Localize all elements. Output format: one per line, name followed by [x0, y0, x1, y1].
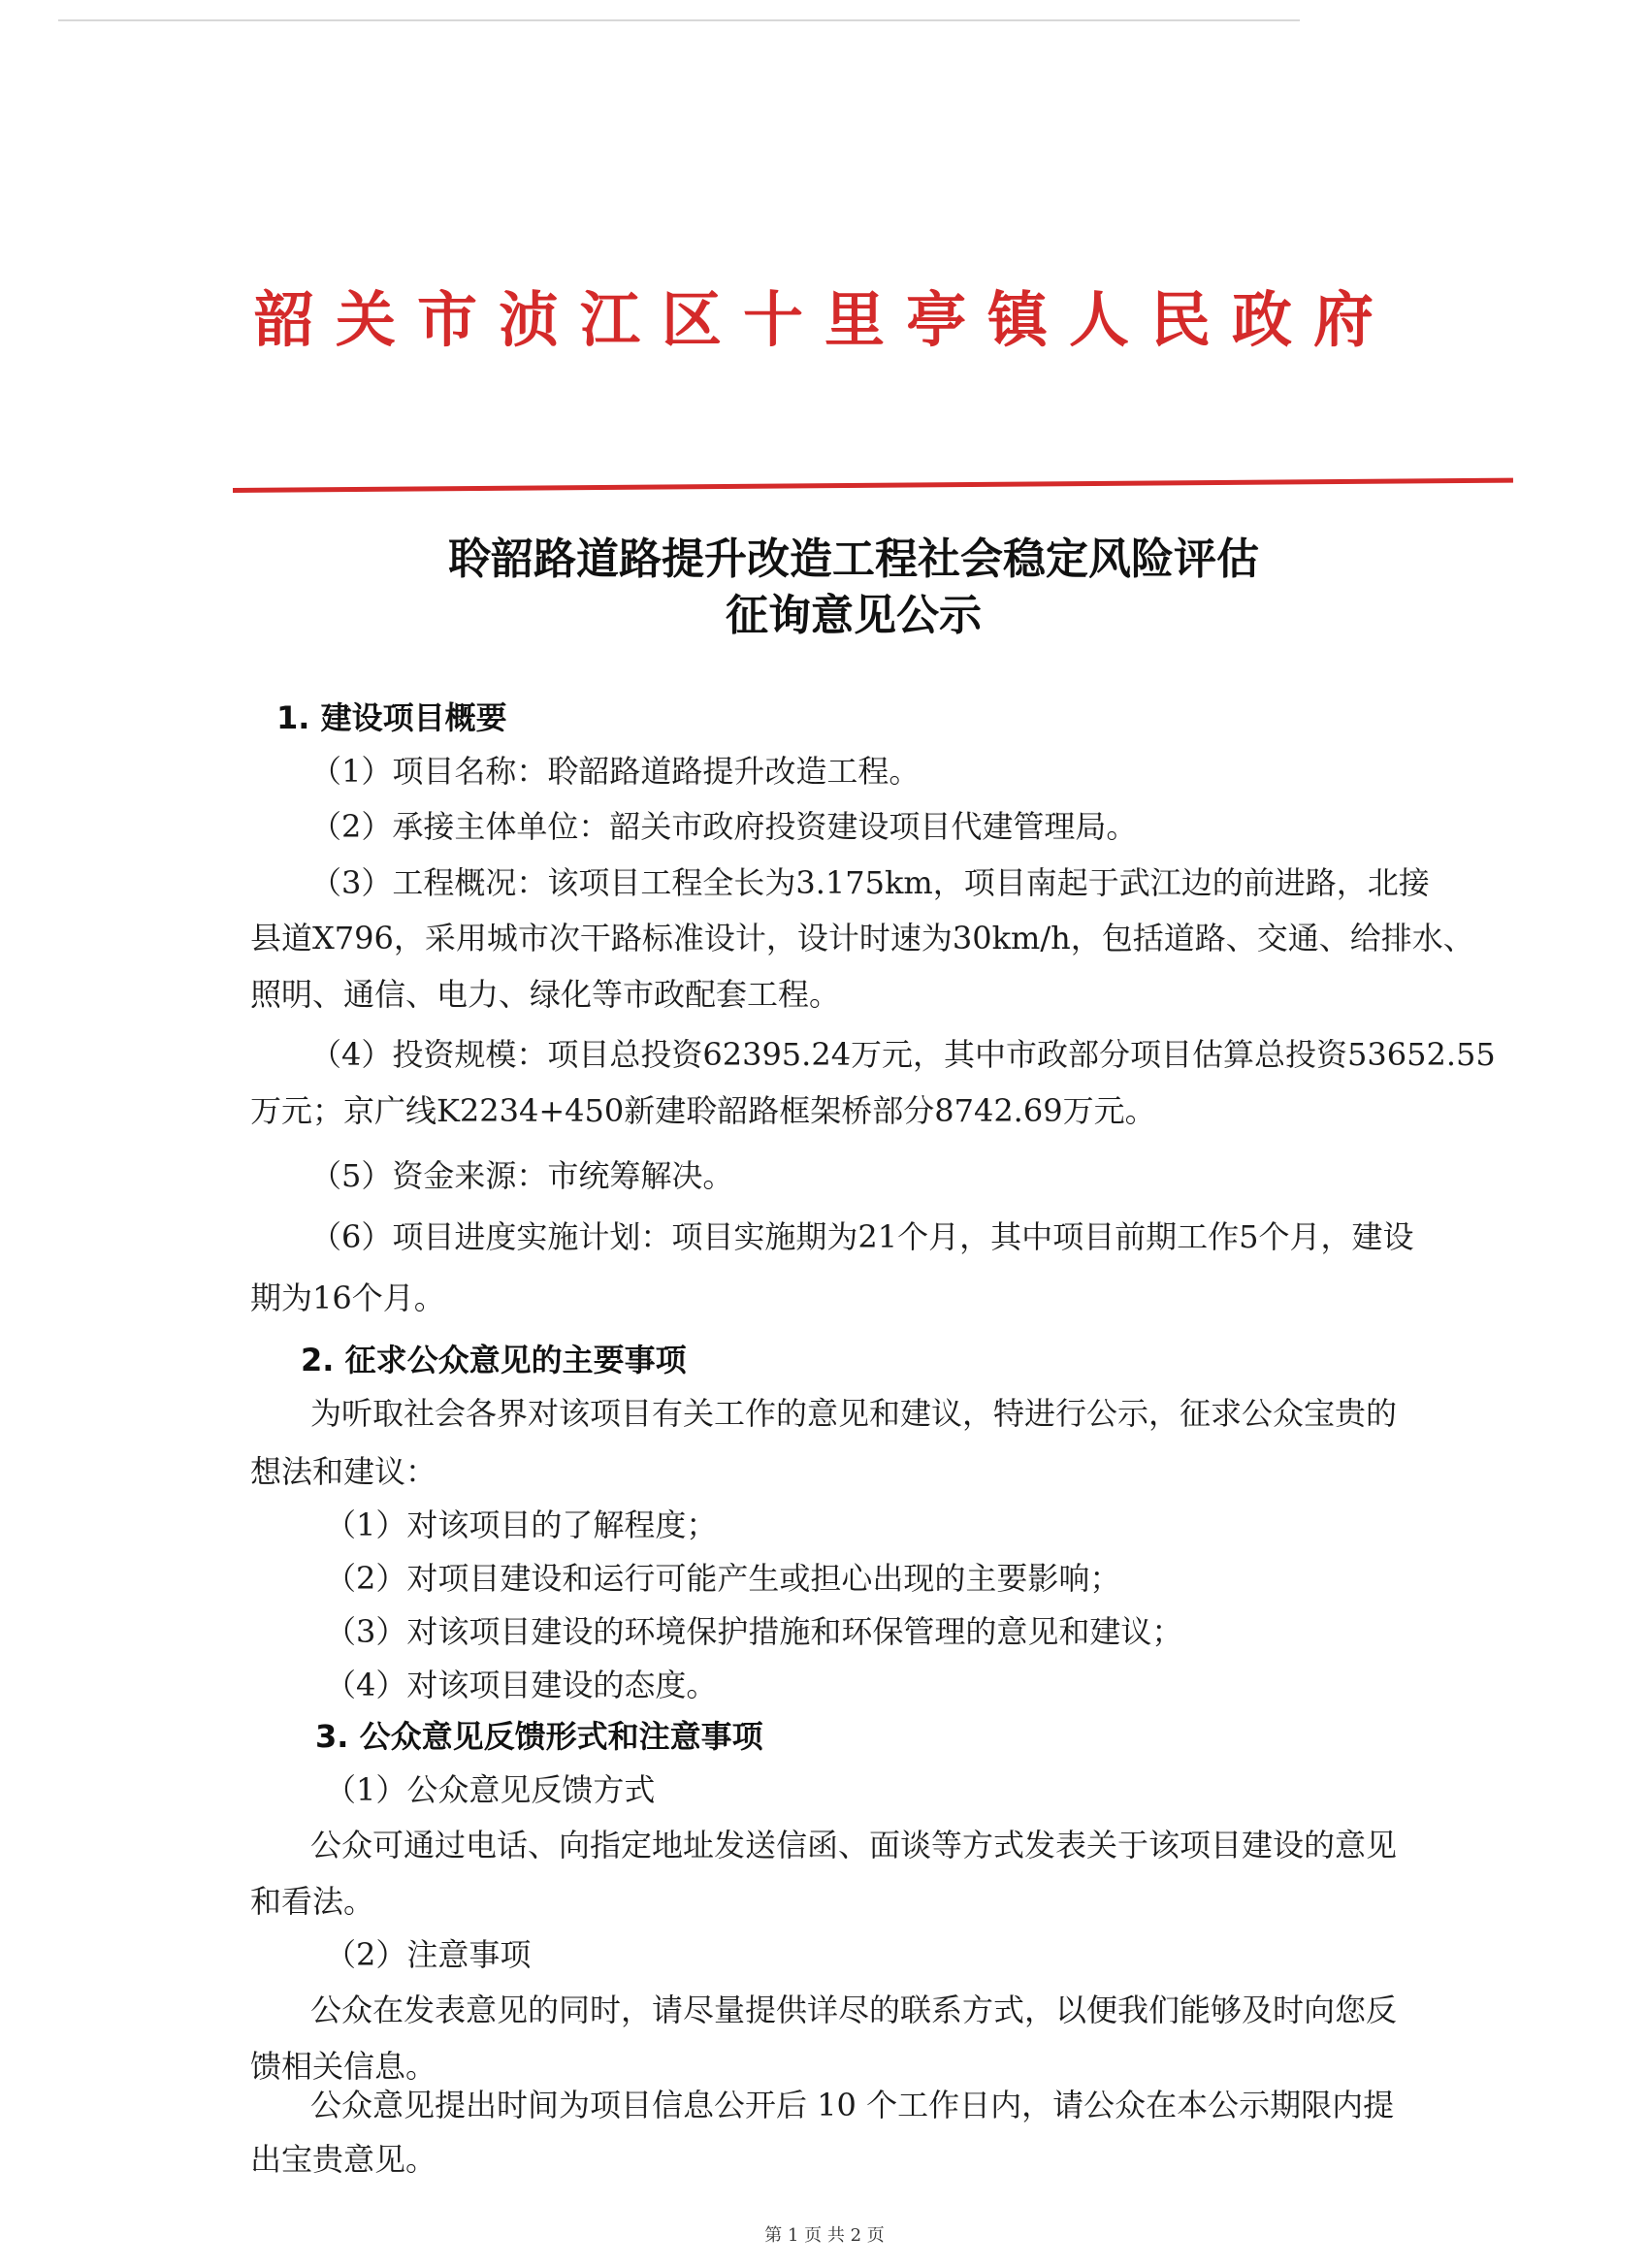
list-item: （1）对该项目的了解程度；	[325, 1507, 718, 1543]
letterhead-divider	[233, 478, 1513, 493]
paragraph-line: 县道X796，采用城市次干路标准设计，设计时速为30km/h，包括道路、交通、给排水、	[250, 920, 1474, 956]
section-heading-1: 1. 建设项目概要	[276, 699, 507, 736]
document-title: 聆韶路道路提升改造工程社会稳定风险评估	[448, 535, 1259, 584]
paragraph-line: 和看法。	[250, 1883, 375, 1920]
list-item: （4）对该项目建设的态度。	[325, 1667, 718, 1703]
scan-edge	[58, 19, 1300, 21]
paragraph-line: 万元；京广线K2234+450新建聆韶路框架桥部分8742.69万元。	[250, 1092, 1156, 1129]
paragraph-line-last: 出宝贵意见。	[250, 2141, 437, 2178]
paragraph-line: （2）注意事项	[325, 1936, 532, 1973]
page-footer: 第 1 页 共 2 页	[764, 2225, 885, 2246]
paragraph-line: （5）资金来源：市统筹解决。	[310, 1157, 734, 1194]
paragraph-line: 为听取社会各界对该项目有关工作的意见和建议，特进行公示，征求公众宝贵的	[310, 1395, 1398, 1432]
list-item: （2）对项目建设和运行可能产生或担心出现的主要影响；	[325, 1560, 1121, 1597]
paragraph-line: 想法和建议：	[250, 1453, 437, 1490]
paragraph-line: （6）项目进度实施计划：项目实施期为21个月，其中项目前期工作5个月，建设	[310, 1218, 1414, 1255]
paragraph-line: 公众在发表意见的同时，请尽量提供详尽的联系方式，以便我们能够及时向您反	[310, 1992, 1398, 2028]
paragraph-line: （1）公众意见反馈方式	[325, 1771, 656, 1808]
paragraph-line: 公众意见提出时间为项目信息公开后 10 个工作日内，请公众在本公示期限内提	[310, 2087, 1395, 2123]
paragraph-line: （3）工程概况：该项目工程全长为3.175km，项目南起于武江边的前进路，北接	[310, 864, 1430, 901]
section-heading-2: 2. 征求公众意见的主要事项	[301, 1342, 687, 1378]
paragraph-line: （2）承接主体单位：韶关市政府投资建设项目代建管理局。	[310, 808, 1138, 845]
paragraph-line: 期为16个月。	[250, 1280, 445, 1316]
section-heading-3: 3. 公众意见反馈形式和注意事项	[315, 1718, 763, 1755]
paragraph-line: 照明、通信、电力、绿化等市政配套工程。	[250, 976, 841, 1013]
paragraph-line: 馈相关信息。	[250, 2048, 437, 2085]
paragraph-line: 公众可通过电话、向指定地址发送信函、面谈等方式发表关于该项目建设的意见	[310, 1827, 1398, 1863]
list-item: （3）对该项目建设的环境保护措施和环保管理的意见和建议；	[325, 1613, 1183, 1650]
paragraph-line: （4）投资规模：项目总投资62395.24万元，其中市政部分项目估算总投资53652.55	[310, 1036, 1496, 1073]
paragraph-line: （1）项目名称：聆韶路道路提升改造工程。	[310, 753, 921, 790]
document-subtitle: 征询意见公示	[726, 591, 982, 640]
letterhead: 韶关市浈江区十里亭镇人民政府	[253, 284, 1395, 355]
